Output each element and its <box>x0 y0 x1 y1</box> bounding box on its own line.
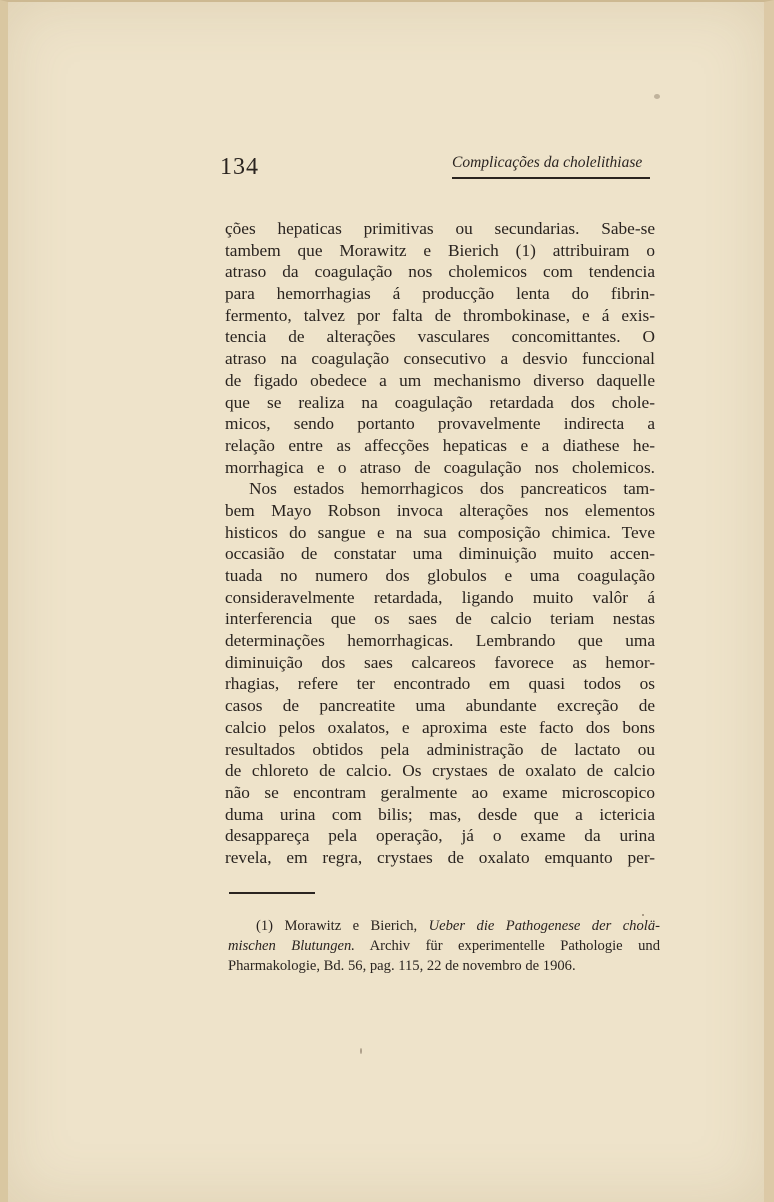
header-rule <box>452 177 650 179</box>
footnote-line <box>228 916 660 936</box>
text-line: fermento, talvez por falta de thrombokinase, e á exis- <box>225 305 655 325</box>
text-line: Nos estados hemorrhagicos dos pancreaticos tam- <box>249 479 655 499</box>
footnote-rule <box>229 892 315 894</box>
text-line: consideravelmente retardada, ligando muito valôr á <box>225 587 655 607</box>
text-line: resultados obtidos pela administração de lactato ou <box>225 739 655 759</box>
footnote-title: Ueber die Pathogenese der cholä- <box>428 918 660 934</box>
text-line: não se encontram geralmente ao exame microscopico <box>225 782 655 802</box>
footnote-line <box>228 936 660 956</box>
text-line: duma urina com bilis; mas, desde que a ictericia <box>225 804 655 824</box>
text-line: rhagias, refere ter encontrado em quasi todos os <box>225 674 655 694</box>
text-line: desappareça pela operação, já o exame da urina <box>225 826 655 846</box>
text-line: revela, em regra, crystaes de oxalato emquanto per- <box>225 847 655 867</box>
text-line: morrhagica e o atraso de coagulação nos cholemicos. <box>225 457 655 477</box>
text-line: atraso na coagulação consecutivo a desvio funccional <box>225 349 655 369</box>
text-line: relação entre as affecções hepaticas e a diathese he- <box>225 435 655 455</box>
footnote-title-cont: mischen Blutungen. <box>228 938 355 954</box>
paper-speck <box>360 1048 362 1054</box>
text-line: interferencia que os saes de calcio teriam nestas <box>225 609 655 629</box>
paper-speck <box>654 94 660 99</box>
text-line: tambem que Morawitz e Bierich (1) attribuiram o <box>225 240 655 260</box>
footnote-journal: Archiv für experimentelle Pathologie und <box>354 938 660 954</box>
text-line: bem Mayo Robson invoca alterações nos elementos <box>225 500 655 520</box>
text-line: histicos do sangue e na sua composição chimica. Teve <box>225 522 655 542</box>
footnote-citation: (1) Morawitz e Bierich, <box>256 918 429 934</box>
text-line: ções hepaticas primitivas ou secundarias. Sabe-se <box>225 219 655 238</box>
text-line: diminuição dos saes calcareos favorece as hemor- <box>225 652 655 672</box>
text-line: occasião de constatar uma diminuição muito accen- <box>225 544 655 564</box>
text-line: atraso da coagulação nos cholemicos com tendencia <box>225 262 655 282</box>
text-line: de chloreto de calcio. Os crystaes de oxalato de calcio <box>225 761 655 781</box>
text-line: para hemorrhagias á producção lenta do fibrin- <box>225 284 655 304</box>
text-line: tuada no numero dos globulos e uma coagulação <box>225 566 655 585</box>
text-line: de figado obedece a um mechanismo diverso daquelle <box>225 370 655 390</box>
running-title: Complicações da cholelithiase <box>452 154 643 171</box>
text-line: que se realiza na coagulação retardada dos chole- <box>225 392 655 412</box>
paper-speck <box>642 914 644 916</box>
footnote-line: Pharmakologie, Bd. 56, pag. 115, 22 de novembro de 1906. <box>228 958 576 974</box>
body-text <box>225 218 655 869</box>
text-line: casos de pancreatite uma abundante excreção de <box>225 696 655 716</box>
text-line: tencia de alterações vasculares concomittantes. O <box>225 327 655 347</box>
text-line: determinações hemorrhagicas. Lembrando que uma <box>225 631 655 651</box>
text-line: micos, sendo portanto provavelmente indirecta a <box>225 414 655 434</box>
text-line: calcio pelos oxalatos, e aproxima este facto dos bons <box>225 717 655 737</box>
footnote <box>228 916 660 976</box>
page-number: 134 <box>220 154 259 180</box>
